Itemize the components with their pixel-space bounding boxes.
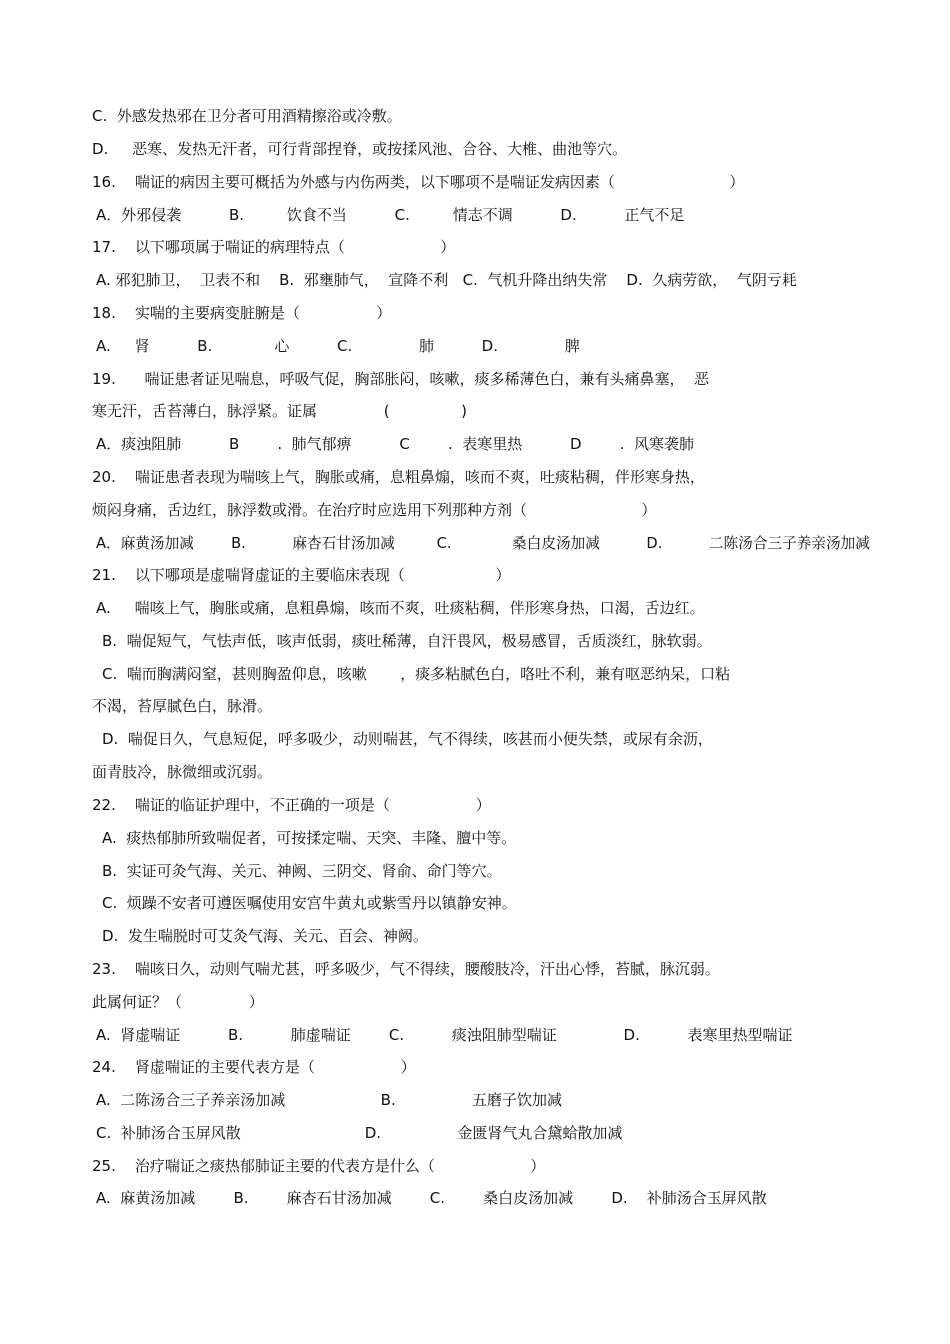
option-22a: A. 痰热郁肺所致喘促者，可按揉定喘、天突、丰隆、膻中等。 <box>102 829 517 847</box>
option-21c-line-2: 不渴，苔厚腻色白，脉滑。 <box>92 697 273 715</box>
options-20: A．麻黄汤加减 B. 麻杏石甘汤加减 C. 桑白皮汤加减 D. 二陈汤合三子养亲汤加减 <box>96 534 870 552</box>
options-24-row-2: C. 补肺汤合玉屏风散 D. 金匮肾气丸合黛蛤散加减 <box>96 1124 623 1142</box>
option-21d-line-1: D. 喘促日久，气息短促，呼多吸少，动则喘甚，气不得续，咳甚而小便失禁，或尿有余沥， <box>102 730 713 748</box>
option-22b: B. 实证可灸气海、关元、神阙、三阴交、肾俞、命门等穴。 <box>102 862 502 880</box>
question-18: 18. 实喘的主要病变脏腑是（ ） <box>92 304 392 322</box>
options-17: A. 邪犯肺卫， 卫表不和 B. 邪壅肺气， 宣降不利 C. 气机升降出纳失常 D. 久病劳欲， 气阴亏耗 <box>96 271 797 289</box>
option-22d: D. 发生喘脱时可艾灸气海、关元、百会、神阙。 <box>102 927 428 945</box>
options-16: A．外邪侵袭 B. 饮食不当 C. 情志不调 D. 正气不足 <box>96 206 685 224</box>
question-19-line-1: 19. 喘证患者证见喘息，呼吸气促，胸部胀闷，咳嗽，痰多稀薄色白，兼有头痛鼻塞， 恶 <box>92 370 710 388</box>
question-23-line-1: 23. 喘咳日久，动则气喘尤甚，呼多吸少，气不得续，腰酸肢冷，汗出心悸，苔腻，脉沉弱。 <box>92 960 720 978</box>
question-20-line-1: 20. 喘证患者表现为喘咳上气，胸胀或痛，息粗鼻煽，咳而不爽，吐痰粘稠，伴形寒身热， <box>92 468 705 486</box>
question-24: 24. 肾虚喘证的主要代表方是（ ） <box>92 1058 416 1076</box>
option-line-15c: C. 外感发热邪在卫分者可用酒精擦浴或冷敷。 <box>92 107 402 125</box>
question-17: 17. 以下哪项属于喘证的病理特点（ ） <box>92 238 456 256</box>
question-16: 16. 喘证的病因主要可概括为外感与内伤两类，以下哪项不是喘证发病因素（ ） <box>92 173 745 191</box>
question-25: 25. 治疗喘证之痰热郁肺证主要的代表方是什么（ ） <box>92 1157 546 1175</box>
option-22c: C. 烦躁不安者可遵医嘱使用安宫牛黄丸或紫雪丹以镇静安神。 <box>102 894 517 912</box>
option-21a: A. 喘咳上气，胸胀或痛，息粗鼻煽，咳而不爽，吐痰粘稠，伴形寒身热，口渴，舌边红。 <box>96 599 705 617</box>
question-20-line-2: 烦闷身痛，舌边红，脉浮数或滑。在治疗时应选用下列那种方剂（ ） <box>92 501 657 519</box>
options-18: A. 肾 B. 心 C. 肺 D. 脾 <box>96 337 580 355</box>
question-23-line-2: 此属何证？（ ） <box>92 993 264 1011</box>
option-21b: B. 喘促短气，气怯声低，咳声低弱，痰吐稀薄，自汗畏风，极易感冒，舌质淡红，脉软弱。 <box>102 632 712 650</box>
options-23: A. 肾虚喘证 B. 肺虚喘证 C. 痰浊阻肺型喘证 D. 表寒里热型喘证 <box>96 1026 793 1044</box>
option-21c-line-1: C. 喘而胸满闷窒，甚则胸盈仰息，咳嗽 ，痰多粘腻色白，咯吐不利，兼有呕恶纳呆，口粘 <box>102 665 731 683</box>
question-22: 22. 喘证的临证护理中，不正确的一项是（ ） <box>92 796 491 814</box>
options-24-row-1: A. 二陈汤合三子养亲汤加减 B. 五磨子饮加减 <box>96 1091 563 1109</box>
option-line-15d: D. 恶寒、发热无汗者，可行背部捏脊，或按揉风池、合谷、大椎、曲池等穴。 <box>92 140 628 158</box>
question-21: 21. 以下哪项是虚喘肾虚证的主要临床表现（ ） <box>92 566 511 584</box>
question-19-line-2: 寒无汗，舌苔薄白，脉浮紧。证属 ( ) <box>92 402 467 420</box>
options-25: A. 麻黄汤加减 B. 麻杏石甘汤加减 C. 桑白皮汤加减 D. 补肺汤合玉屏风散 <box>96 1189 767 1207</box>
options-19: A．痰浊阻肺 B . 肺气郁痹 C . 表寒里热 D . 风寒袭肺 <box>96 435 694 453</box>
option-21d-line-2: 面青肢冷，脉微细或沉弱。 <box>92 763 273 781</box>
